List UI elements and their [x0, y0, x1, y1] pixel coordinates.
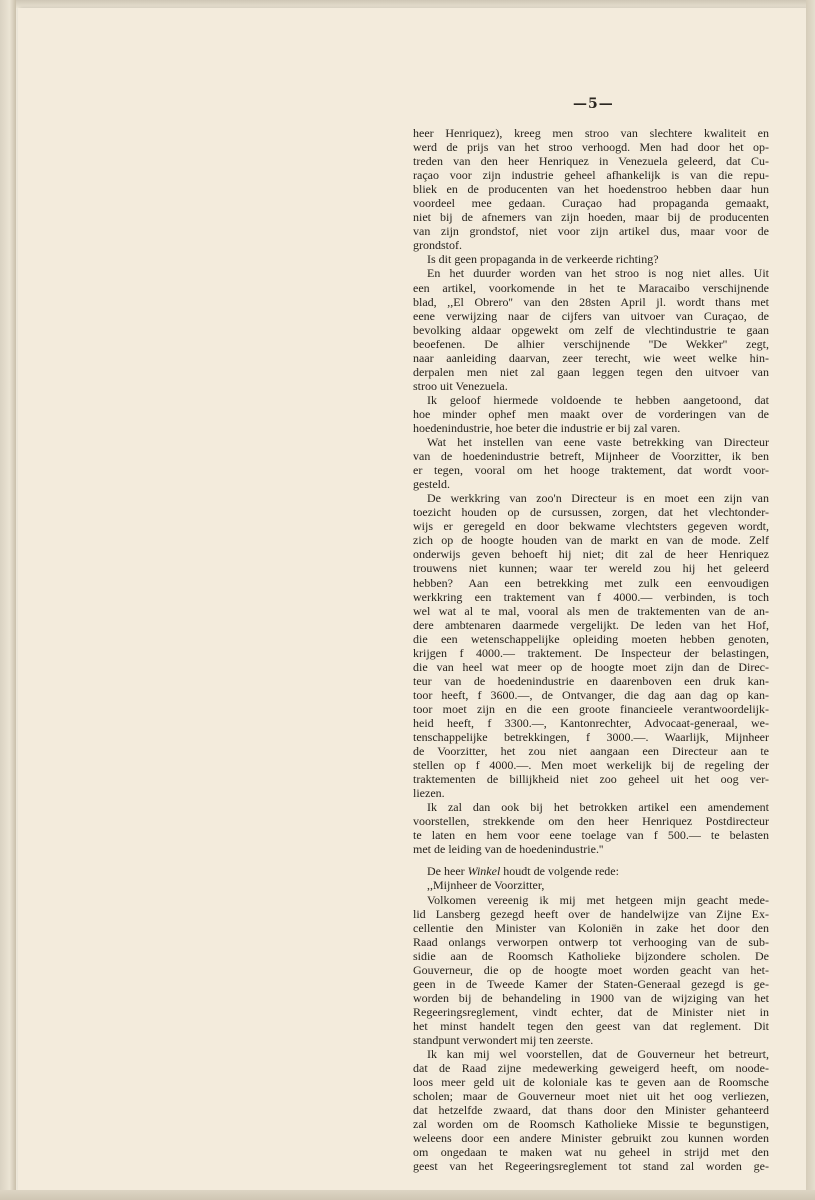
text-line: stellen op f 4000.—. Men moet werkelijk bij de regeling der [413, 758, 769, 773]
text-line: naar aanleiding daarvan, zeer terecht, wie weet welke hin- [413, 350, 769, 365]
text-line: ,,Mijnheer de Voorzitter, [427, 878, 545, 893]
text-line: een artikel, voorkomende in het te Maracaibo verschijnende [413, 280, 769, 295]
speaker-name: Winkel [467, 864, 501, 879]
text-run: De heer [427, 864, 468, 879]
text-line: En het duurder worden van het stroo is nog niet alles. Uit [427, 266, 769, 281]
text-line: hoe minder ophef men maakt over de vorderingen van de [413, 406, 769, 421]
text-line: liezen. [413, 786, 445, 801]
text-column [413, 126, 769, 1173]
text-line: van de hoedenindustrie betreft, Mijnheer de Voorzitter, ik ben [413, 449, 769, 464]
text-line: beoefenen. De alhier verschijnende ''De Wekker'' zegt, [413, 336, 769, 351]
text-line: om ongedaan te maken wat nu geheel in strijd met den [413, 1145, 769, 1160]
text-line: van zijn grondstof, niet voor zijn artikel dus, maar voor de [413, 224, 769, 239]
text-line: trouwens niet kunnen; waar ter wereld zou hij het geleerd [413, 561, 769, 576]
text-line: hoedenindustrie, hoe beter die industrie er bij zal varen. [413, 420, 681, 435]
text-line: dat de Raad zijne medewerking geweigerd heeft, om noode- [413, 1061, 769, 1076]
text-line: blad, ,,El Obrero'' van den 28sten April jl. wordt thans met [413, 294, 769, 309]
text-line: geest van het Regeeringsreglement tot stand zal worden ge- [413, 1159, 769, 1174]
text-line: Regeeringsreglement, vindt echter, dat de Minister niet in [413, 1004, 769, 1019]
text-line: Is dit geen propaganda in de verkeerde richting? [427, 252, 659, 267]
text-line: gesteld. [413, 477, 450, 492]
text-line: heer Henriquez), kreeg men stroo van slechtere kwaliteit en [413, 126, 769, 140]
text-line: te laten en hem voor eene toelage van f 500.— te belasten [413, 828, 769, 843]
text-line: voorstellen, strekkende om den heer Henriquez Postdirecteur [413, 814, 769, 829]
text-line: dere ambtenaren daarmede vergelijkt. De leden van het Hof, [413, 617, 769, 632]
text-line: geen in de Tweede Kamer der Staten-Generaal gezegd is ge- [413, 976, 769, 991]
text-line: treden van den heer Henriquez in Venezuela geleerd, dat Cu- [413, 154, 769, 169]
text-line: scholen; maar de Gouverneur moet niet uit het oog verliezen, [413, 1089, 769, 1104]
text-line: grondstof. [413, 238, 462, 253]
page-number: —5— [573, 96, 614, 112]
text-line: toor heeft, f 3600.—, de Ontvanger, die dag aan dag op kan- [413, 687, 769, 702]
text-line: Raad onlangs verworpen ontwerp tot verhooging van de sub- [413, 934, 769, 949]
text-line: bliek en de producenten van het hoedenstroo hebben daar hun [413, 182, 769, 197]
scan-top-edge [0, 0, 815, 8]
text-line: eene verwijzing naar de cijfers van uitvoer van Curaçao, de [413, 308, 769, 323]
text-line [413, 864, 769, 878]
text-line: raçao voor zijn industrie geheel afhankelijk is van die repu- [413, 168, 769, 183]
text-line: met de leiding van de hoedenindustrie.'' [413, 842, 604, 857]
text-line: hebben? Aan een betrekking met zulk een eenvoudigen [413, 575, 769, 590]
text-line: dat hetzelfde zwaard, dat thans door den Minister gehanteerd [413, 1103, 769, 1118]
text-line: tenschappelijke betrekkingen, f 3000.—. Waarlijk, Mijnheer [413, 730, 769, 745]
text-line: worden bij de behandeling in 1900 van de wijziging van het [413, 990, 769, 1005]
text-line: voordeel mee gedaan. Curaçao had propaganda gemaakt, [413, 196, 769, 211]
text-line: loos meer geld uit de koloniale kas te geven aan de Roomsche [413, 1075, 769, 1090]
text-line: cellentie den Minister van Koloniën in zake het door den [413, 920, 769, 935]
text-run: houdt de volgende rede: [500, 864, 619, 879]
text-line: weleens door een andere Minister gebruikt zou kunnen worden [413, 1131, 769, 1146]
text-line: traktementen de billijkheid niet zoo geheel uit het oog ver- [413, 772, 769, 787]
scan-bottom-edge [0, 1190, 815, 1200]
text-line: wel wat al te mal, vooral als men de traktementen van de an- [413, 603, 769, 618]
paragraph-gap [413, 856, 769, 864]
text-line: Ik geloof hiermede voldoende te hebben aangetoond, dat [427, 392, 769, 407]
text-line: wijs er geregeld en door bekwame vlechtsters gegeven wordt, [413, 519, 769, 534]
text-line: zal worden om de Roomsch Katholieke Missie te begunstigen, [413, 1117, 769, 1132]
text-line: onderwijs geven behoeft hij niet; dit zal de heer Henriquez [413, 547, 769, 562]
text-line: de Voorzitter, het zou niet aangaan een Directeur aan te [413, 744, 769, 759]
text-line: Wat het instellen van eene vaste betrekking van Directeur [427, 435, 769, 450]
text-line: Ik zal dan ook bij het betrokken artikel een amendement [427, 800, 769, 815]
text-line: bevolking aldaar opgewekt om zelf de vlechtindustrie te gaan [413, 322, 769, 337]
text-line: niet bij de afnemers van zijn hoeden, maar bij de producenten [413, 210, 769, 225]
text-line: derpalen men niet zal gaan leggen tegen den uitvoer van [413, 364, 769, 379]
text-line: De werkkring van zoo'n Directeur is en moet een zijn van [427, 491, 769, 506]
text-line: er tegen, vooral om het hooge traktement, dat wordt voor- [413, 463, 769, 478]
text-line: Volkomen vereenig ik mij met hetgeen mijn geacht mede- [427, 892, 769, 907]
text-line: sidie aan de Roomsch Katholieke bijzondere scholen. De [413, 948, 769, 963]
text-line: Ik kan mij wel voorstellen, dat de Gouverneur het betreurt, [427, 1047, 769, 1062]
scan-binding-edge [0, 0, 16, 1200]
text-line: stroo uit Venezuela. [413, 378, 508, 393]
scan-right-edge [806, 0, 815, 1200]
text-line: krijgen f 4000.— traktement. De Inspecteur der belastingen, [413, 645, 769, 660]
text-line: werd de prijs van het stroo verhoogd. Men had door het op- [413, 140, 769, 155]
text-line: teur van de hoedenindustrie en daarenboven een druk kan- [413, 673, 769, 688]
text-line: toor moet zijn en die een groote financieele verantwoordelijk- [413, 701, 769, 716]
text-line: lid Lansberg gezegd heeft over de handelwijze van Zijne Ex- [413, 906, 769, 921]
text-line: het minst handelt tegen den geest van dat reglement. Dit [413, 1018, 769, 1033]
text-line: standpunt verwondert mij ten zeerste. [413, 1033, 594, 1047]
text-line: Gouverneur, die op de hoogte moet worden geacht van het- [413, 962, 769, 977]
text-line: zich op de hoogte houden van de markt en van de mode. Zelf [413, 533, 769, 548]
text-line: die van heel wat meer op de hoogte moet zijn dan de Direc- [413, 659, 769, 674]
text-line: heid heeft, f 3300.—, Kantonrechter, Advocaat-generaal, we- [413, 715, 769, 730]
text-line: werkkring een traktement van f 4000.— verbinden, is toch [413, 589, 769, 604]
text-line: die een wetenschappelijke opleiding moeten hebben genoten, [413, 631, 769, 646]
text-line: toezicht houden op de cursussen, zorgen, dat het vlechtonder- [413, 505, 769, 520]
